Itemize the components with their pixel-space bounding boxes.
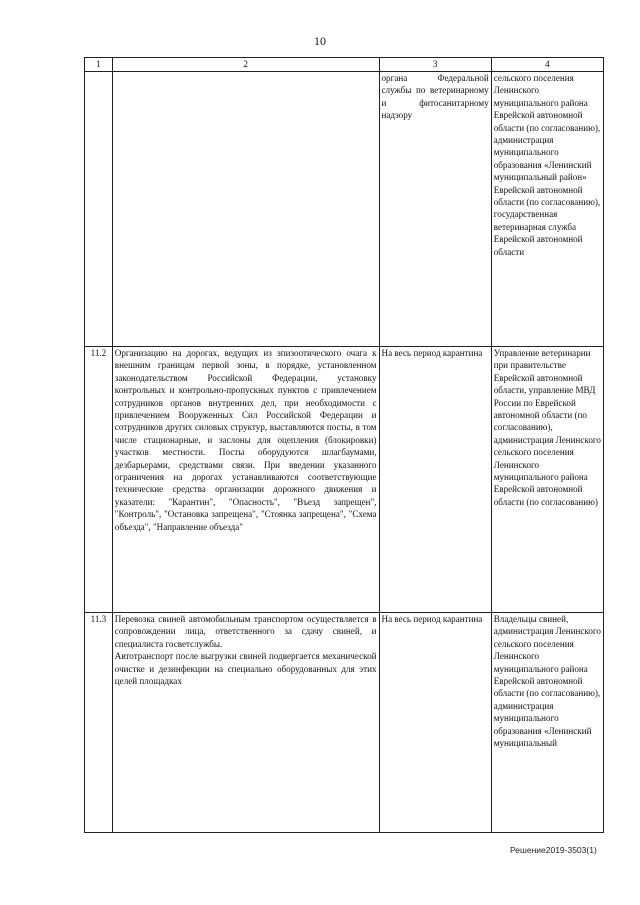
table-row: [85, 347, 604, 613]
responsible-cell: сельского поселения Ленинского муниципального района Еврейской автономной области (по согласованию), администрация муниципального образования «Ленинский муниципальный район» Еврейской автономной области (по согласованию), государственная ветеринарная служба Еврейской автономной области: [491, 72, 603, 347]
table-header-row: [85, 58, 604, 72]
period-cell: органа Федеральной службы по ветеринарному и фитосанитарному надзору: [379, 72, 491, 347]
page-number: 10: [314, 34, 326, 48]
header-cell: 4: [491, 58, 603, 72]
measure-paragraph: Перевозка свиней автомобильным транспортом осуществляется в сопровождении лица, ответственного за сдачу свиней, и специалиста госветслужбы.: [114, 614, 377, 649]
measure-paragraph: Автотранспорт после выгрузки свиней подвергается механической очистке и дезинфекции на специально оборудованных для этих целей площадках: [114, 651, 377, 687]
table-row: [85, 613, 604, 833]
row-number-cell: 11.2: [85, 347, 113, 613]
measure-cell: [112, 72, 379, 347]
header-cell: 1: [85, 58, 113, 72]
measure-cell: Организацию на дорогах, ведущих из эпизоотического очага к внешним границам первой зоны, в порядке, установленном законодательством Российской Федерации, установку контрольных и контрольно-пропускных пунктов с привлечением сотрудников органов внутренних дел, при необходимости с привлечением Вооруженных Сил Российской Федерации и сотрудников других силовых структур, выставляются посты, в том числе стационарные, и заслоны для оцепления (блокировки) участков местности. Посты оборудуются шлагбаумами, дезбарьерами, средствами связи. При введении указанного ограничения на дорогах устанавливаются соответствующие технические средства организации дорожного движения и указатели: "Карантин", "Опасность", "Въезд запрещен", "Контроль", "Остановка запрещена", "Стоянка запрещена", "Схема объезда", "Направление объезда": [112, 347, 379, 613]
document-code: Решение2019-3503(1): [510, 845, 597, 855]
header-cell: 3: [379, 58, 491, 72]
measures-table: [84, 57, 604, 833]
header-cell: 2: [112, 58, 379, 72]
period-cell: На весь период карантина: [379, 613, 491, 833]
responsible-cell: Владельцы свиней, администрация Ленинского сельского поселения Ленинского муниципального района Еврейской автономной области (по согласованию), администрация муниципального образования «Ленинский муниципальный: [491, 613, 603, 833]
responsible-cell: Управление ветеринарии при правительстве Еврейской автономной области, управление МВД России по Еврейской автономной области (по согласованию), администрация Ленинского сельского поселения Ленинского муниципального района Еврейской автономной области (по согласованию): [491, 347, 603, 613]
period-cell: На весь период карантина: [379, 347, 491, 613]
row-number-cell: [85, 72, 113, 347]
measure-cell: [112, 613, 379, 833]
table-row: [85, 72, 604, 347]
row-number-cell: 11.3: [85, 613, 113, 833]
